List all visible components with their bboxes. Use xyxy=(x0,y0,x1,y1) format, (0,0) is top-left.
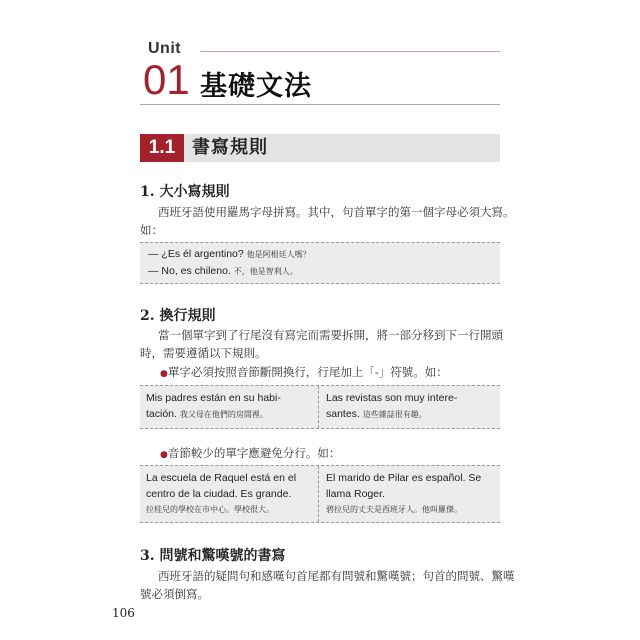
unit-number: 01 xyxy=(143,56,190,103)
unit-label: Unit xyxy=(148,40,182,57)
paragraph-line: 時，需要遵循以下規則。 xyxy=(140,346,267,360)
bullet-item: ●音節較少的單字應避免分行。如： xyxy=(160,446,341,460)
paragraph-line: 西班牙語使用羅馬字母拼寫。其中，句首單字的第一個字母必須大寫。 xyxy=(158,205,515,219)
column-divider xyxy=(318,386,319,428)
bullet-item: ●單字必須按照音節斷開換行，行尾加上「-」符號。如： xyxy=(160,365,448,379)
bullet-icon: ● xyxy=(160,369,168,379)
paragraph-line: 當一個單字到了行尾沒有寫完而需要拆開，將一部分移到下一行開頭 xyxy=(158,328,503,342)
page-number: 106 xyxy=(112,606,135,620)
paragraph-line: 如： xyxy=(140,223,163,237)
example-table xyxy=(140,465,500,523)
example-line: — No, es chileno. 不，他是智利人。 xyxy=(148,265,298,277)
example-cell-left: Mis padres están en su habi- tación. 我父母在他們的房間裡。 xyxy=(146,392,281,420)
paragraph-line: 號必須倒寫。 xyxy=(140,587,209,601)
example-box xyxy=(140,242,500,284)
unit-title: 基礎文法 xyxy=(200,71,312,102)
example-cell-left: La escuela de Raquel está en el centro de la ciudad. Es grande. 拉桂兒的學校在市中心。學校很大。 xyxy=(146,472,297,514)
unit-top-rule xyxy=(200,51,500,52)
example-cell-right: Las revistas son muy intere- santes. 這些雜誌很有趣。 xyxy=(326,392,458,420)
subsection-heading-capitalization: 1. 大小寫規則 xyxy=(140,184,230,200)
example-table xyxy=(140,385,500,429)
section-title: 書寫規則 xyxy=(192,137,268,158)
example-cell-right: El marido de Pilar es español. Se llama Roger. 碧拉兒的丈夫是西班牙人。他叫羅傑。 xyxy=(326,472,482,514)
paragraph-line: 西班牙語的疑問句和感嘆句首尾都有問號和驚嘆號；句首的問號、驚嘆 xyxy=(158,569,515,583)
section-number: 1.1 xyxy=(140,134,184,162)
unit-bottom-rule xyxy=(140,104,500,105)
example-line: — ¿Es él argentino? 他是阿根廷人嗎？ xyxy=(148,248,311,260)
bullet-icon: ● xyxy=(160,450,168,460)
subsection-heading-punctuation: 3. 問號和驚嘆號的書寫 xyxy=(140,548,286,564)
subsection-heading-line-break: 2. 換行規則 xyxy=(140,308,216,324)
column-divider xyxy=(318,466,319,522)
